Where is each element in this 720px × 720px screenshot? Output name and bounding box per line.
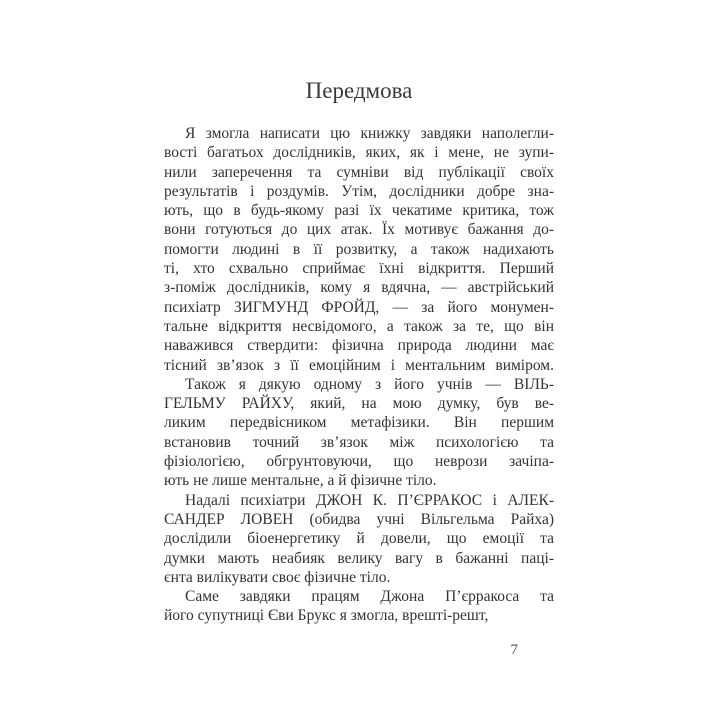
text-line: думки мають неабияк велику вагу в бажанні паці- xyxy=(164,549,554,567)
text-line: єнта вилікувати своє фізичне тіло. xyxy=(164,568,391,586)
paragraph-2 xyxy=(164,375,554,491)
paragraph-4 xyxy=(164,587,554,626)
text-line: тісний зв’язок з її емоційним і ментальним виміром. xyxy=(164,356,554,374)
text-line: САНДЕР ЛОВЕН (обидва учні Вільгельма Райха) xyxy=(164,510,554,528)
text-line: тальне відкриття несвідомого, а також за те, що він xyxy=(164,317,554,335)
page-number: 7 xyxy=(510,642,518,658)
text-line: його супутниці Єви Брукс я змогла, врешті-решт, xyxy=(164,607,489,625)
text-line: вони готуються до цих атак. Їх мотивує бажання до- xyxy=(164,221,554,239)
text-line: нили заперечення та сумніви від публікації своїх xyxy=(164,163,554,181)
text-block xyxy=(164,124,554,626)
text-line: ГЕЛЬМУ РАЙХУ, який, на мою думку, був ве- xyxy=(164,395,554,413)
text-line: Надалі психіатри ДЖОН К. П’ЄРРАКОС і АЛЕК- xyxy=(185,491,554,509)
text-line: ють, що в будь-якому разі їх чекатиме критика, тож xyxy=(164,202,554,220)
text-line: дослідили біоенергетику й довели, що емоції та xyxy=(164,530,554,548)
text-line: ють не лише ментальне, а й фізичне тіло. xyxy=(164,472,437,490)
paragraph-1 xyxy=(164,124,554,375)
text-line: фізіологією, обгрунтовуючи, що неврози зачіпа- xyxy=(164,453,554,471)
text-line: Також я дякую одному з його учнів — ВІЛЬ- xyxy=(185,375,554,393)
text-line: наважився ствердити: фізична природа людини має xyxy=(164,337,554,355)
paragraph-3 xyxy=(164,491,554,587)
text-line: психіатр ЗИГМУНД ФРОЙД, — за його монумен- xyxy=(164,298,554,316)
text-line: Саме завдяки працям Джона П’єрракоса та xyxy=(185,588,554,606)
text-line: ті, хто схвально сприймає їхні відкриття. Перший xyxy=(164,260,554,278)
text-line: ликим передвісником метафізики. Він першим xyxy=(164,414,554,432)
text-line: помогти людині в її розвитку, а також надихають xyxy=(164,240,554,258)
chapter-title: Передмова xyxy=(305,78,413,103)
text-line: з-поміж дослідників, кому я вдячна, — австрійський xyxy=(164,279,554,297)
text-line: Я змогла написати цю книжку завдяки наполегли- xyxy=(185,125,554,142)
text-line: результатів і роздумів. Утім, дослідники добре зна- xyxy=(164,182,554,200)
text-line: встановив точний зв’язок між психологією та xyxy=(164,433,554,451)
text-line: вості багатьох дослідників, яких, як і мене, не зупи- xyxy=(164,144,554,162)
